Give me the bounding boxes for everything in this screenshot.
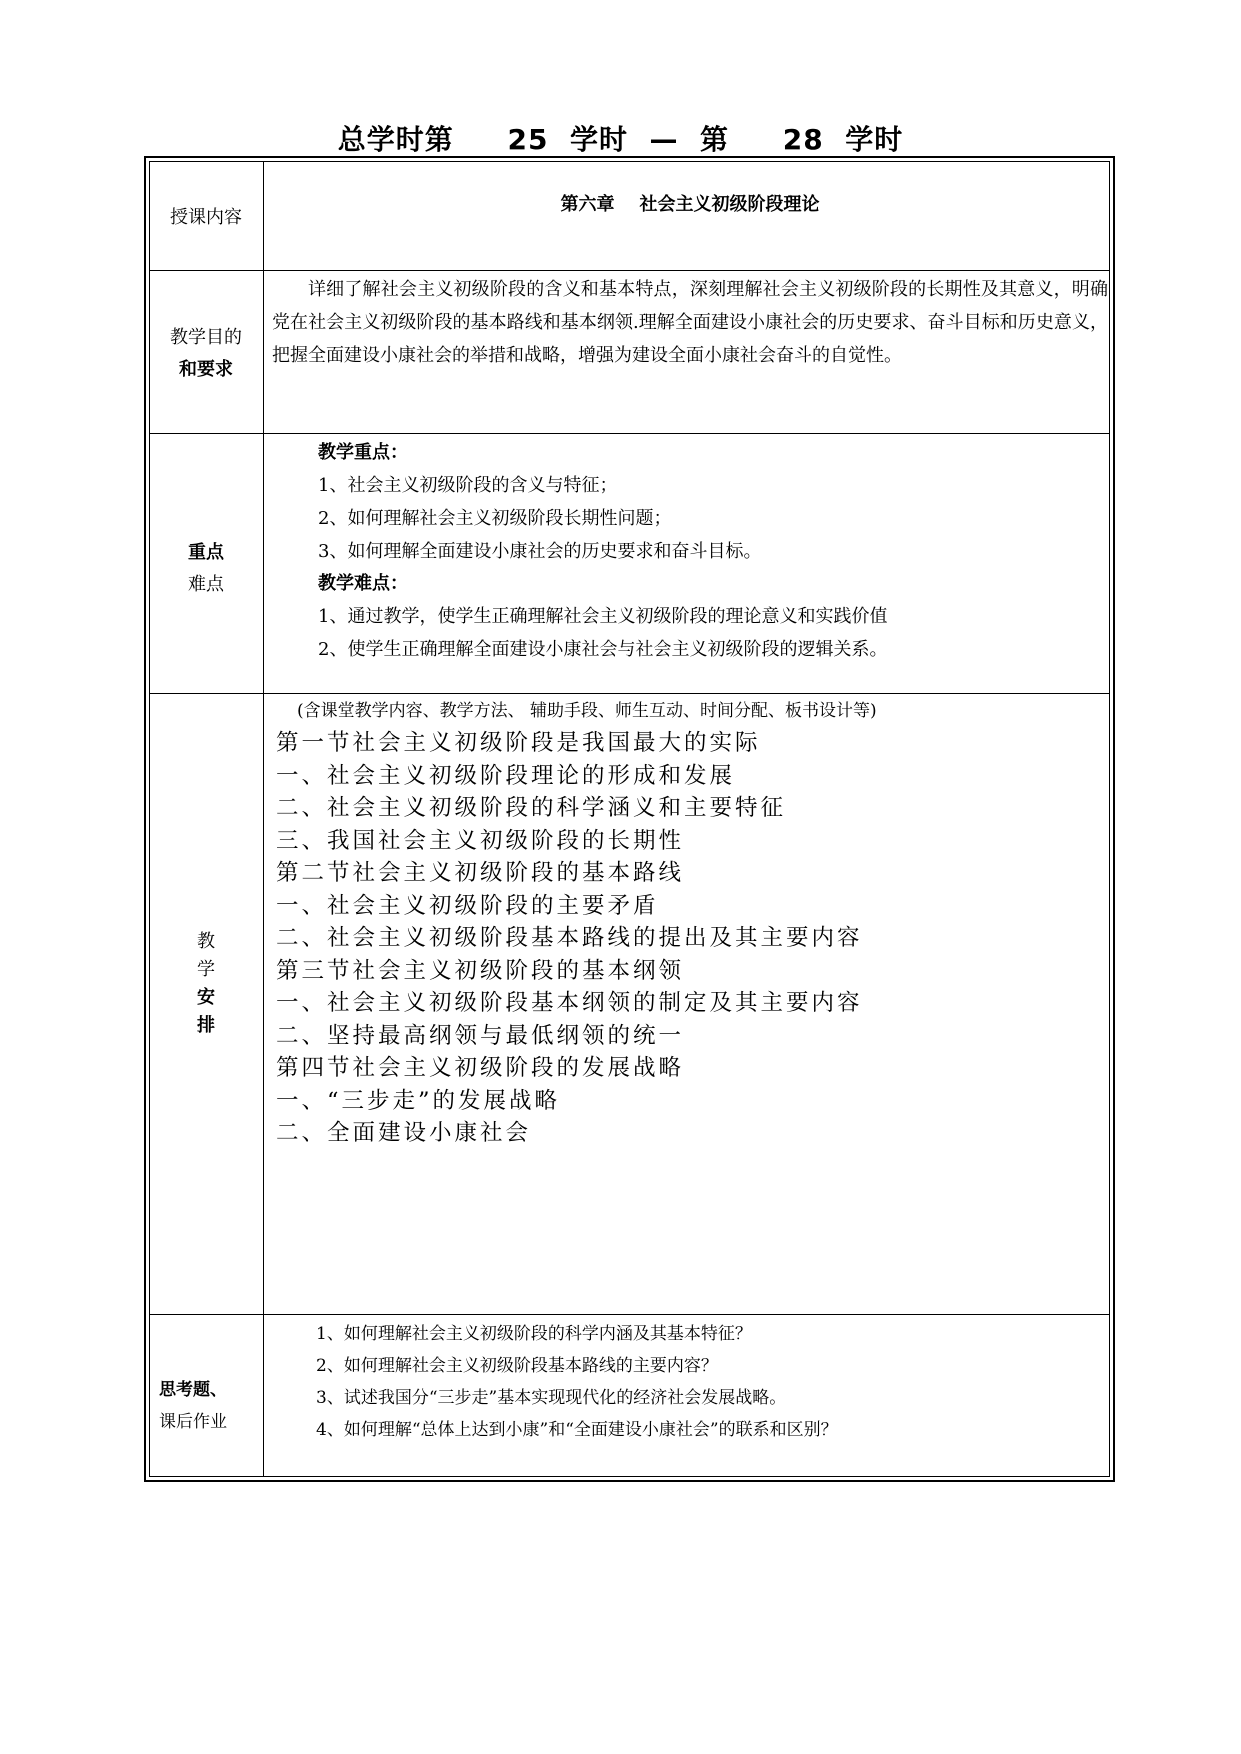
label-line: 重点: [188, 542, 224, 563]
row-divider: [149, 693, 1110, 694]
difficulty-item: 2、使学生正确理解全面建设小康社会与社会主义初级阶段的逻辑关系。: [318, 639, 888, 660]
arrangement-note: (含课堂教学内容、教学方法、 辅助手段、师生互动、时间分配、板书设计等): [297, 701, 877, 721]
key-points-cell: [272, 437, 1108, 666]
row-label-homework: [149, 1374, 263, 1438]
focus-item: 3、如何理解全面建设小康社会的历史要求和奋斗目标。: [318, 541, 762, 562]
label-char: 教: [197, 931, 215, 952]
label-line: 课后作业: [159, 1412, 227, 1432]
outline-item: 第三节社会主义初级阶段的基本纲领: [276, 957, 685, 984]
column-divider: [263, 161, 264, 1477]
difficulty-item: 1、通过教学，使学生正确理解社会主义初级阶段的理论意义和实践价值: [318, 606, 888, 627]
label-line: 思考题、: [159, 1380, 227, 1400]
outline-item: 一、“三步走”的发展战略: [276, 1087, 561, 1114]
row-label-arrangement: [149, 928, 263, 1040]
focus-item: 1、社会主义初级阶段的含义与特征；: [318, 475, 618, 496]
row-divider: [149, 433, 1110, 434]
difficulty-heading: 教学难点：: [318, 573, 408, 594]
homework-cell: [272, 1318, 1108, 1446]
label-line: 和要求: [179, 359, 233, 380]
outline-item: 二、社会主义初级阶段基本路线的提出及其主要内容: [276, 925, 863, 951]
outline-item: 二、社会主义初级阶段的科学涵义和主要特征: [276, 795, 787, 821]
outline-item: 三、我国社会主义初级阶段的长期性: [276, 827, 685, 854]
outline-item: 二、全面建设小康社会: [276, 1120, 532, 1146]
focus-heading: 教学重点：: [318, 442, 408, 463]
homework-item: 1、如何理解社会主义初级阶段的科学内涵及其基本特征？: [316, 1324, 752, 1344]
outline-item: 一、社会主义初级阶段的主要矛盾: [276, 892, 659, 919]
outline-item: 第四节社会主义初级阶段的发展战略: [276, 1055, 685, 1081]
objectives-cell: [272, 273, 1108, 372]
page-title: 总学时第 25 学时 — 第 28 学时: [337, 123, 904, 156]
outline-item: 第一节社会主义初级阶段是我国最大的实际: [276, 730, 761, 756]
chapter-title: 第六章 社会主义初级阶段理论: [560, 194, 820, 215]
arrangement-cell: [272, 695, 1108, 1150]
outline-item: 一、社会主义初级阶段理论的形成和发展: [276, 762, 736, 789]
outline-item: 一、社会主义初级阶段基本纲领的制定及其主要内容: [276, 990, 863, 1016]
row-divider: [149, 270, 1110, 271]
homework-item: 2、如何理解社会主义初级阶段基本路线的主要内容？: [316, 1356, 718, 1376]
objectives-text: 详细了解社会主义初级阶段的含义和基本特点，深刻理解社会主义初级阶段的长期性及其意义，明确党在社会主义初级阶段的基本路线和基本纲领.理解全面建设小康社会的历史要求、奋斗目标和历史意义，把握全面建设小康社会的举措和战略，增强为建设全面小康社会奋斗的自觉性。: [272, 279, 1108, 366]
row-label-objectives: [149, 322, 263, 386]
chapter-title-cell: [272, 190, 1108, 216]
outline-item: 二、坚持最高纲领与最低纲领的统一: [276, 1022, 685, 1049]
row-label-key-points: [149, 537, 263, 601]
homework-item: 4、如何理解“总体上达到小康”和“全面建设小康社会”的联系和区别？: [316, 1420, 838, 1440]
label-line: 教学目的: [170, 327, 242, 348]
focus-item: 2、如何理解社会主义初级阶段长期性问题；: [318, 508, 672, 529]
homework-item: 3、试述我国分“三步走”基本实现现代化的经济社会发展战略。: [316, 1388, 787, 1408]
row-divider: [149, 1314, 1110, 1315]
label-char: 排: [197, 1015, 215, 1036]
label-char: 安: [197, 987, 215, 1008]
label-line: 难点: [188, 574, 224, 595]
label-char: 学: [197, 959, 215, 980]
row-label-content: 授课内容: [170, 207, 242, 228]
outline-item: 第二节社会主义初级阶段的基本路线: [276, 860, 685, 886]
